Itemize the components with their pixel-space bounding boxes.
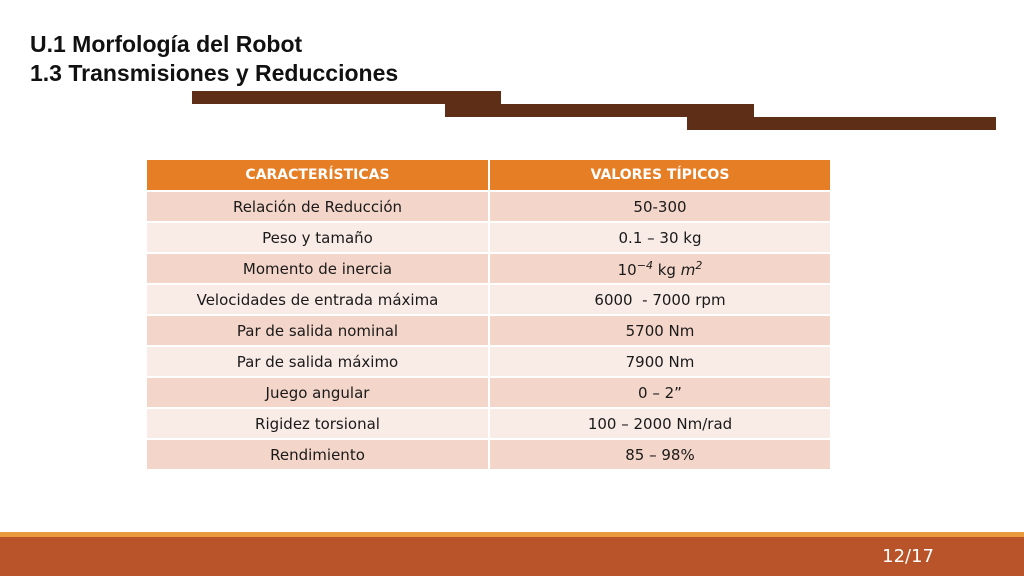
formula-variable: m bbox=[680, 260, 696, 279]
table-row bbox=[147, 284, 831, 315]
table-row bbox=[147, 222, 831, 253]
row-label: Momento de inercia bbox=[147, 253, 489, 284]
table-row bbox=[147, 253, 831, 284]
row-value: 7900 Nm bbox=[489, 346, 831, 377]
row-value: 6000 - 7000 rpm bbox=[489, 284, 831, 315]
specs-table bbox=[147, 160, 832, 471]
row-label: Peso y tamaño bbox=[147, 222, 489, 253]
row-value: 5700 Nm bbox=[489, 315, 831, 346]
formula-variable-exponent: 2 bbox=[695, 258, 703, 272]
decor-bar-2 bbox=[445, 104, 754, 117]
table-row bbox=[147, 377, 831, 408]
footer-bar bbox=[0, 537, 1024, 576]
row-label: Par de salida máximo bbox=[147, 346, 489, 377]
table-header-row bbox=[147, 160, 831, 191]
table-row bbox=[147, 315, 831, 346]
row-label: Velocidades de entrada máxima bbox=[147, 284, 489, 315]
row-label: Par de salida nominal bbox=[147, 315, 489, 346]
formula-base: 10 bbox=[617, 260, 637, 279]
slide-title bbox=[30, 30, 398, 88]
table-row bbox=[147, 439, 831, 470]
table-row bbox=[147, 191, 831, 222]
row-label: Relación de Reducción bbox=[147, 191, 489, 222]
header-characteristics: CARACTERÍSTICAS bbox=[147, 160, 489, 191]
page-number: 12/17 bbox=[882, 546, 934, 567]
decor-bar-1 bbox=[192, 91, 501, 104]
row-value: 85 – 98% bbox=[489, 439, 831, 470]
row-value: 0 – 2” bbox=[489, 377, 831, 408]
row-value: 0.1 – 30 kg bbox=[489, 222, 831, 253]
decor-bar-3 bbox=[687, 117, 996, 130]
title-line-1: U.1 Morfología del Robot bbox=[30, 31, 303, 57]
formula-exponent: −4 bbox=[636, 258, 653, 272]
row-value: 100 – 2000 Nm/rad bbox=[489, 408, 831, 439]
header-typical-values: VALORES TÍPICOS bbox=[489, 160, 831, 191]
formula-unit: kg bbox=[657, 260, 676, 279]
table-row bbox=[147, 346, 831, 377]
title-line-2: 1.3 Transmisiones y Reducciones bbox=[30, 60, 399, 86]
row-label: Rigidez torsional bbox=[147, 408, 489, 439]
row-label: Rendimiento bbox=[147, 439, 489, 470]
table-row bbox=[147, 408, 831, 439]
row-value: 50-300 bbox=[489, 191, 831, 222]
row-value-formula bbox=[489, 253, 831, 284]
row-label: Juego angular bbox=[147, 377, 489, 408]
